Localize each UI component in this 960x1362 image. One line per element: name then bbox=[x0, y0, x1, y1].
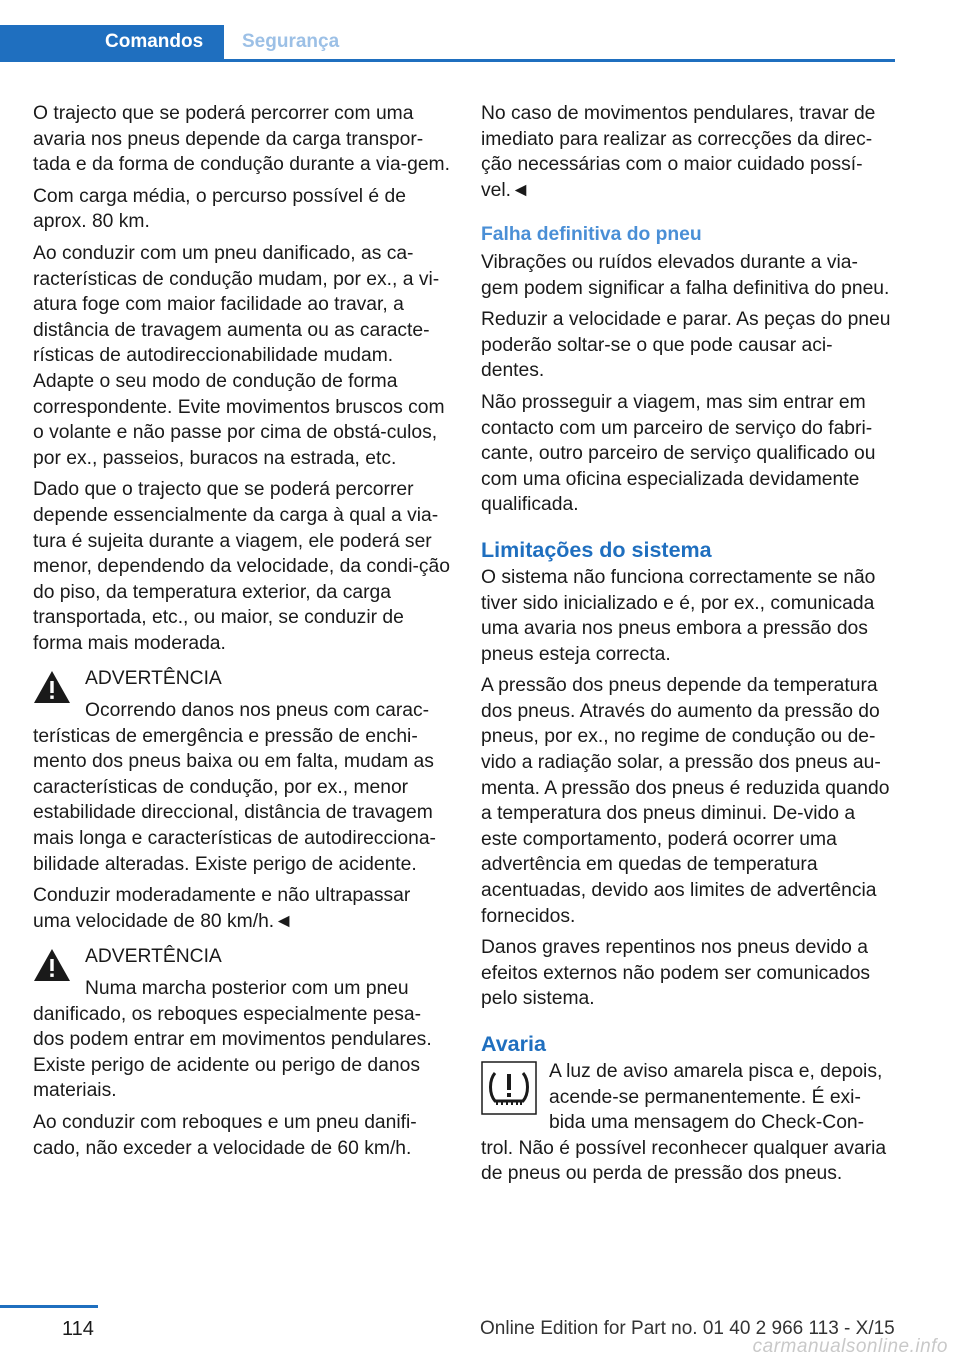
paragraph: Vibrações ou ruídos elevados durante a via‐gem podem significar a falha definitiva do pneu. bbox=[481, 251, 890, 299]
paragraph: Com carga média, o percurso possível é de aprox. 80 km. bbox=[33, 185, 406, 233]
tab-comandos[interactable]: Comandos bbox=[0, 25, 224, 59]
warning-title: ADVERTÊNCIA bbox=[85, 946, 222, 968]
paragraph: No caso de movimentos pendulares, travar de imediato para realizar as correcções da direc‐ção necessárias com o maior cuidado possí‐vel.◄ bbox=[481, 103, 876, 201]
warning-triangle-icon bbox=[33, 670, 71, 704]
paragraph-line: acende-se permanentemente. É exi‐ bbox=[549, 1086, 861, 1108]
paragraph-line: trol. Não é possível reconhecer qualquer avaria de pneus ou perda de pressão dos pneus. bbox=[481, 1137, 887, 1185]
chapter-tabbar bbox=[0, 25, 895, 62]
paragraph: Danos graves repentinos nos pneus devido a efeitos externos não podem ser comunicados pelo sistema. bbox=[481, 937, 871, 1010]
paragraph: Reduzir a velocidade e parar. As peças do pneu poderão soltar-se o que pode causar aci‐dentes. bbox=[481, 309, 891, 382]
warning-text: Ao conduzir com reboques e um pneu danifi‐cado, não exceder a velocidade de 60 km/h. bbox=[33, 1111, 417, 1159]
tab-seguranca[interactable]: Segurança bbox=[242, 31, 340, 52]
edition-text: Online Edition for Part no. 01 40 2 966 113 - X/15 bbox=[480, 1318, 895, 1339]
warning-block bbox=[33, 666, 451, 934]
paragraph: Dado que o trajecto que se poderá percorrer depende essencialmente da carga à qual a via‐tura é sujeita durante a viagem, ele poderá ser menor, dependendo da velocidade, da condi‐ção do piso, da temperatura exterior, da carga transportada, etc., ou maior, se conduzir de forma mais moderada. bbox=[33, 479, 451, 654]
left-column bbox=[33, 101, 451, 1167]
paragraph: O trajecto que se poderá percorrer com uma avaria nos pneus depende da carga transpor‐tada e da forma de condução durante a via‐gem. bbox=[33, 103, 450, 176]
warning-lamp-paragraph bbox=[481, 1059, 895, 1187]
warning-triangle-icon bbox=[33, 948, 71, 982]
page-number: 114 bbox=[62, 1318, 94, 1340]
warning-text: Numa marcha posterior com um pneu danificado, os reboques especialmente pesa‐dos podem entrar em movimentos pendulares. Existe perigo de acidente ou perigo de danos materiais. bbox=[33, 978, 432, 1102]
section-heading: Limitações do sistema bbox=[481, 537, 712, 562]
paragraph-line: A luz de aviso amarela pisca e, depois, bbox=[549, 1061, 883, 1082]
footer-rule bbox=[0, 1305, 98, 1308]
warning-block bbox=[33, 944, 451, 1161]
warning-title: ADVERTÊNCIA bbox=[85, 668, 222, 690]
subheading: Falha definitiva do pneu bbox=[481, 224, 702, 246]
paragraph-line: bida uma mensagem do Check-Con‐ bbox=[549, 1112, 865, 1134]
watermark: carmanualsonline.info bbox=[752, 1336, 948, 1357]
section-heading: Avaria bbox=[481, 1032, 546, 1056]
paragraph: Não prosseguir a viagem, mas sim entrar em contacto com um parceiro de serviço do fabri‐cante, outro parceiro de serviço qualificado ou com uma oficina especializada devidamente qualificada. bbox=[481, 391, 876, 516]
warning-text: Ocorrendo danos nos pneus com carac‐terísticas de emergência e pressão de enchi‐mento dos pneus baixa ou em falta, mudam as características de condução, por ex., menor estabilidade direccional, distância de travagem mais longa e características de autodireccionа‐bilidade alteradas. Existe perigo de acidente. bbox=[33, 700, 436, 875]
right-column bbox=[481, 101, 895, 1193]
tire-pressure-warning-icon bbox=[481, 1061, 537, 1115]
paragraph: A pressão dos pneus depende da temperatura dos pneus. Através do aumento da pressão do pneus, por ex., no regime de condução ou de‐vido a radiação solar, a pressão dos pneus au‐menta. A pressão dos pneus é reduzida quando a temperatura dos pneus diminui. De‐vido a este comportamento, poderá ocorrer uma advertência em quedas de temperatura acentuadas, devido aos limites de advertência fornecidos. bbox=[481, 675, 890, 927]
paragraph: Ao conduzir com um pneu danificado, as ca‐racterísticas de condução mudam, por ex., a vi‐atura foge com maior facilidade ao travar, a distância de travagem aumenta ou as caracte‐rísticas de autodireccionabilidade mudam. Adapte o seu modo de condução de forma correspondente. Evite movimentos bruscos com o volante e não passe por cima de obstá‐culos, por ex., passeios, buracos na estrada, etc. bbox=[33, 242, 445, 469]
paragraph: O sistema não funciona correctamente se não tiver sido inicializado e é, por ex., comunicada uma avaria nos pneus embora a pressão dos pneus esteja correcta. bbox=[481, 566, 876, 665]
warning-text: Conduzir moderadamente e não ultrapassar uma velocidade de 80 km/h.◄ bbox=[33, 885, 411, 932]
